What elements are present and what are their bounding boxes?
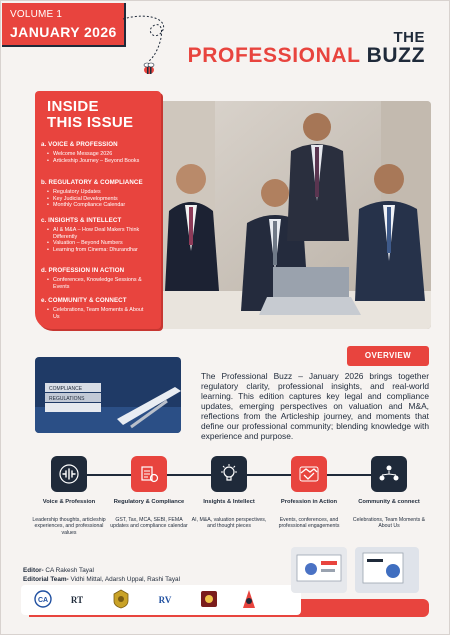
bee-icon [141,61,157,77]
section-title[interactable]: c. INSIGHTS & INTELLECT [41,217,122,224]
pillar-desc: Leadership thoughts, articleship experiences, and professional values [32,517,106,536]
binder-label: REGULATIONS [49,396,85,402]
overview-button[interactable]: OVERVIEW [347,346,429,366]
rv-logo-icon [151,588,179,610]
section-items [47,189,125,209]
pillar-community-connect[interactable] [349,456,429,530]
masthead-buzz: BUZZ [366,44,425,67]
event-photo-1 [291,547,347,593]
lightbulb-head-icon [211,456,247,492]
logo-text: CA [37,597,49,604]
list-item: • Key Judicial Developments [47,196,125,203]
event-photo-2 [355,547,419,593]
compliance-binders-image [35,357,181,433]
pillar-desc: AI, M&A, valuation perspectives, and thought pieces [191,517,267,530]
pillar-desc: Events, conferences, and professional engagements [278,517,340,530]
section-items [47,307,151,320]
overview-text: The Professional Buzz – January 2026 brings together regulatory clarity, professional insights, and real-world learning. This edition captures key legal and compliance updates, emerging perspectives on valuation and M&A, reflections from the Articleship journey, and moments that define our professional community; blending knowledge with experience and purpose. [201,371,429,441]
editor-name: CA Rakesh Tayal [45,567,94,574]
issue-date: JANUARY 2026 [10,24,117,40]
list-item: • Regulatory Updates [47,189,125,196]
icai-emblem-icon [111,588,131,610]
pillar-title: Profession in Action [280,499,338,505]
logo-text: RV [158,595,172,605]
pillar-title: Insights & Intellect [203,499,255,505]
section-title[interactable]: b. REGULATORY & COMPLIANCE [41,179,143,186]
inside-heading [47,99,133,131]
section-title[interactable]: e. COMMUNITY & CONNECT [41,297,127,304]
pillar-profession-in-action[interactable] [269,456,349,530]
team-label: Editorial Team- [23,576,69,583]
list-item: • Conferences, Knowledge Sessions & Events [47,277,151,290]
pillar-desc: Celebrations, Team Moments & About Us [352,517,426,530]
pillar-title: Regulatory & Compliance [113,499,185,505]
masthead-the: THE [393,29,425,46]
pillar-regulatory-compliance[interactable] [109,456,189,530]
compliance-gear-icon [131,456,167,492]
event-logo-icon [199,588,219,610]
pillar-voice-profession[interactable] [29,456,109,536]
section-items [47,277,151,290]
inside-this-issue-panel [35,91,161,329]
list-item: • Articleship Journey – Beyond Books [47,158,139,165]
list-item: • Celebrations, Team Moments & About Us [47,307,151,320]
masthead-professional: PROFESSIONAL [187,44,361,67]
volume-number: VOLUME 1 [10,9,63,20]
ca-logo-icon [33,588,53,610]
pillar-desc: GST, Tax, MCA, SEBI, FEMA updates and compliance calendar [110,517,188,530]
association-emblem-icon [239,588,259,610]
pillar-title: Community & connect [358,499,420,505]
list-item: • Monthly Compliance Calendar [47,202,125,209]
team-network-icon [371,456,407,492]
list-item: • AI & M&A – How Deal Makers Think Differently [47,227,151,240]
inside-heading-line2: THIS ISSUE [47,114,134,131]
rt-logo-icon [67,588,87,610]
handshake-icon [291,456,327,492]
editor-credit [23,567,94,574]
list-item: • Valuation – Beyond Numbers [47,240,151,247]
section-title[interactable]: d. PROFESSION IN ACTION [41,267,125,274]
section-items [47,151,139,164]
masthead-title [188,44,425,68]
list-item: • Learning from Cinema: Dhurandhar [47,247,151,254]
team-names: Vidhi Mittal, Adarsh Uppal, Rashi Tayal [70,576,181,583]
team-photo [155,101,431,329]
editor-label: Editor- [23,567,44,574]
voice-wave-icon [51,456,87,492]
section-items [47,227,151,253]
volume-badge [2,3,126,47]
editorial-team-credit [23,576,180,583]
pillar-title: Voice & Profession [42,499,96,505]
section-title[interactable]: a. VOICE & PROFESSION [41,141,118,148]
list-item: • Welcome Message 2026 [47,151,139,158]
logo-text: RT [70,595,84,605]
pillar-insights-intellect[interactable] [189,456,269,530]
binder-label: COMPLIANCE [49,386,83,392]
inside-heading-line1: INSIDE [47,98,99,115]
